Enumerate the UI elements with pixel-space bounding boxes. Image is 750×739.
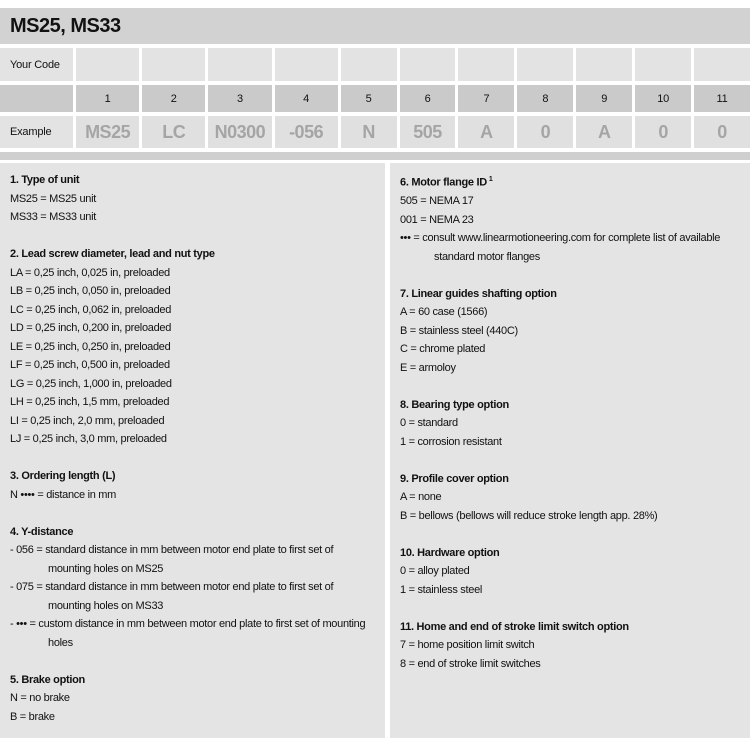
legend-entry: 0 = alloy plated — [400, 565, 470, 578]
legend-section — [10, 467, 377, 504]
position-cell: 2 — [142, 85, 205, 112]
legend-entry: LF = 0,25 inch, 0,500 in, preloaded — [10, 359, 170, 371]
section-heading: 8. Bearing type option — [400, 398, 509, 411]
your-code-cell — [458, 48, 514, 81]
legend-entry: C = chrome plated — [400, 343, 486, 356]
legend-entry: E = armoloy — [400, 361, 456, 374]
ordering-code-table — [0, 48, 750, 148]
example-value-cell: LC — [142, 116, 205, 148]
your-code-cell — [576, 48, 632, 81]
legend-section — [400, 544, 742, 600]
your-code-cell — [76, 48, 139, 81]
legend-entry: - ••• = custom distance in mm between motor end plate to first set of mounting holes — [10, 618, 366, 649]
position-cell: 4 — [275, 85, 338, 112]
legend-section — [400, 285, 742, 378]
title-band — [0, 8, 750, 44]
legend-entry: MS33 = MS33 unit — [10, 211, 96, 223]
position-cell: 8 — [517, 85, 573, 112]
your-code-cell — [517, 48, 573, 81]
example-value-cell: 0 — [694, 116, 750, 148]
legend-entry: MS25 = MS25 unit — [10, 192, 96, 205]
section-heading: 2. Lead screw diameter, lead and nut type — [10, 248, 215, 260]
legend-entry: B = bellows (bellows will reduce stroke length app. 28%) — [400, 509, 658, 522]
legend-entry: A = none — [400, 491, 442, 504]
legend-section — [400, 618, 742, 674]
legend-section — [400, 470, 742, 526]
your-code-cell — [341, 48, 397, 81]
footnote-ref: 1 — [488, 176, 493, 183]
position-number-row — [0, 85, 750, 112]
legend-entry: 505 = NEMA 17 — [400, 195, 474, 208]
example-value-cell: N — [341, 116, 397, 148]
legend-entry: 1 = corrosion resistant — [400, 435, 502, 448]
legend-entry: N •••• = distance in mm — [10, 488, 117, 501]
your-code-cell — [142, 48, 205, 81]
legend-entry: LC = 0,25 inch, 0,062 in, preloaded — [10, 303, 172, 316]
position-cell: 1 — [76, 85, 139, 112]
example-value-cell: A — [576, 116, 632, 148]
legend-entry: - 056 = standard distance in mm between motor end plate to first set of mounting holes on MS25 — [10, 544, 334, 575]
section-heading: 5. Brake option — [10, 673, 85, 686]
legend-entry: 7 = home position limit switch — [400, 639, 535, 652]
your-code-cell — [275, 48, 338, 81]
section-heading: 6. Motor flange ID $^1$ — [400, 176, 493, 189]
legend-section — [10, 671, 377, 727]
example-value-cell: 505 — [400, 116, 456, 148]
example-value-cell: -056 — [275, 116, 338, 148]
section-heading: 7. Linear guides shafting option — [400, 287, 557, 300]
your-code-cell — [635, 48, 691, 81]
position-cell: 11 — [694, 85, 750, 112]
legend-entry: B = brake — [10, 710, 55, 723]
position-cell: 9 — [576, 85, 632, 112]
legend-entry: A = 60 case (1566) — [400, 306, 488, 319]
section-heading: 3. Ordering length (L) — [10, 470, 116, 482]
legend-entry: LD = 0,25 inch, 0,200 in, preloaded — [10, 322, 172, 334]
your-code-cell — [694, 48, 750, 81]
legend-left-panel — [0, 163, 385, 738]
legend-entry: LE = 0,25 inch, 0,250 in, preloaded — [10, 340, 171, 353]
example-value-cell: 0 — [635, 116, 691, 148]
divider-band — [0, 152, 750, 160]
example-value-cell: A — [458, 116, 514, 148]
position-row-spacer — [0, 85, 73, 112]
legend-panels — [0, 163, 750, 738]
legend-entry: LI = 0,25 inch, 2,0 mm, preloaded — [10, 414, 165, 427]
position-cell: 6 — [400, 85, 456, 112]
your-code-label: Your Code — [0, 48, 73, 81]
legend-entry: ••• = consult www.linearmotioneering.com for complete list of available standard motor flanges — [400, 232, 721, 263]
legend-section — [400, 396, 742, 452]
example-row — [0, 116, 750, 148]
legend-entry: LH = 0,25 inch, 1,5 mm, preloaded — [10, 396, 170, 408]
position-cell: 10 — [635, 85, 691, 112]
example-value-cell: 0 — [517, 116, 573, 148]
page-title: MS25, MS33 — [10, 14, 121, 37]
legend-entry: LA = 0,25 inch, 0,025 in, preloaded — [10, 266, 170, 279]
legend-section — [10, 245, 377, 449]
legend-entry: B = stainless steel (440C) — [400, 324, 518, 337]
legend-right-panel — [390, 163, 750, 738]
example-value-cell: MS25 — [76, 116, 139, 148]
section-heading: 9. Profile cover option — [400, 472, 509, 485]
legend-entry: LB = 0,25 inch, 0,050 in, preloaded — [10, 285, 171, 297]
legend-entry: N = no brake — [10, 692, 70, 704]
legend-section — [400, 171, 742, 266]
example-value-cell: N0300 — [208, 116, 271, 148]
position-cell: 3 — [208, 85, 271, 112]
legend-entry: LJ = 0,25 inch, 3,0 mm, preloaded — [10, 433, 167, 445]
legend-entry: 1 = stainless steel — [400, 583, 483, 596]
your-code-cell — [400, 48, 456, 81]
your-code-cell — [208, 48, 271, 81]
legend-entry: 8 = end of stroke limit switches — [400, 657, 541, 670]
legend-section — [10, 523, 377, 653]
position-cell: 7 — [458, 85, 514, 112]
legend-section — [10, 171, 377, 227]
section-heading: 11. Home and end of stroke limit switch option — [400, 620, 629, 633]
example-label: Example — [0, 116, 73, 148]
legend-entry: - 075 = standard distance in mm between motor end plate to first set of mounting holes on MS33 — [10, 581, 334, 612]
section-heading: 1. Type of unit — [10, 174, 80, 186]
section-heading: 4. Y-distance — [10, 525, 74, 538]
legend-entry: LG = 0,25 inch, 1,000 in, preloaded — [10, 377, 172, 390]
position-cell: 5 — [341, 85, 397, 112]
your-code-row — [0, 48, 750, 81]
section-heading: 10. Hardware option — [400, 546, 500, 559]
legend-entry: 0 = standard — [400, 417, 458, 430]
legend-entry: 001 = NEMA 23 — [400, 213, 474, 226]
